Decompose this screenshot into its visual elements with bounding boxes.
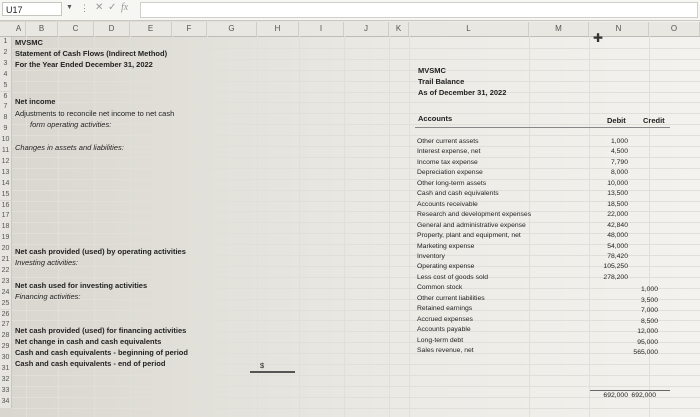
tb-account-name: Retained earnings	[417, 305, 473, 313]
row-header[interactable]: 34	[0, 397, 12, 408]
row-header[interactable]: 16	[0, 201, 12, 212]
more-icon: ⋮	[80, 3, 90, 13]
grid-row-line	[12, 320, 700, 321]
column-header-h[interactable]: H	[257, 22, 299, 36]
row-header[interactable]: 18	[0, 222, 12, 233]
statement-period: For the Year Ended December 31, 2022	[15, 60, 153, 69]
grid-row-line	[12, 102, 700, 103]
grid-column-line	[389, 36, 390, 417]
tb-account-name: Other long-term assets	[417, 179, 487, 187]
column-header-m[interactable]: M	[529, 22, 589, 36]
tb-credit-value: 95,000	[637, 338, 658, 346]
row-header[interactable]: 15	[0, 190, 12, 201]
net-financing-label: Net cash provided (used) for financing activities	[15, 326, 187, 335]
row-header[interactable]: 30	[0, 353, 12, 364]
tb-account-name: Common stock	[417, 284, 463, 292]
row-header[interactable]: 11	[0, 146, 12, 157]
tb-title: Trail Balance	[418, 77, 465, 86]
column-header-a[interactable]: A	[12, 22, 26, 36]
dollar-sign: $	[260, 361, 265, 370]
grid-column-line	[172, 36, 173, 417]
tb-account-name: Less cost of goods sold	[417, 273, 489, 281]
tb-total-credit: 692,000	[631, 392, 656, 399]
row-header[interactable]: 25	[0, 299, 12, 310]
row-header[interactable]: 27	[0, 320, 12, 331]
tb-debit-value: 7,790	[610, 158, 628, 166]
tb-account-name: Interest expense, net	[417, 148, 481, 156]
grid-column-line	[409, 36, 410, 417]
tb-credit-header: Credit	[643, 116, 665, 125]
tb-debit-value: 105,250	[603, 263, 628, 271]
tb-credit-value: 8,500	[640, 317, 658, 325]
row-header[interactable]: 13	[0, 168, 12, 179]
tb-accounts-header: Accounts	[418, 114, 453, 123]
grid-row-line	[12, 375, 700, 376]
grid-row-line	[12, 386, 700, 387]
name-box[interactable]: U17	[2, 2, 62, 16]
grid-column-line	[257, 36, 258, 417]
grid-column-line	[299, 36, 300, 417]
row-header[interactable]: 9	[0, 124, 12, 135]
row-header[interactable]: 26	[0, 310, 12, 321]
grid-row-line	[12, 408, 700, 409]
tb-account-name: Marketing expense	[417, 242, 475, 250]
row-header[interactable]: 22	[0, 266, 12, 277]
net-change-label: Net change in cash and cash equivalents	[15, 337, 162, 346]
tb-debit-value: 4,500	[610, 148, 628, 156]
row-header[interactable]: 2	[0, 48, 12, 59]
column-header-n[interactable]: N	[589, 22, 649, 36]
tb-debit-value: 10,000	[607, 179, 628, 187]
tb-date: As of December 31, 2022	[418, 88, 507, 97]
grid-row-line	[12, 70, 700, 71]
row-header[interactable]: 8	[0, 113, 12, 124]
row-header[interactable]: 7	[0, 102, 12, 113]
tb-account-name: Other current assets	[417, 138, 479, 145]
grid-column-line	[207, 36, 208, 417]
tb-credit-value: 12,000	[637, 328, 658, 336]
grid-row-line	[12, 135, 700, 136]
adjustments-label-2: form operating activities:	[30, 120, 112, 129]
tb-debit-value: 8,000	[610, 169, 628, 177]
check-icon[interactable]: ✓	[108, 2, 117, 13]
tb-credit-value: 7,000	[640, 307, 658, 315]
net-income-label: Net income	[15, 97, 56, 106]
row-header[interactable]: 17	[0, 211, 12, 222]
grid-row-line	[12, 92, 700, 93]
tb-account-name: Long-term debt	[417, 336, 464, 344]
grid-row-line	[12, 310, 700, 311]
row-header[interactable]: 23	[0, 277, 12, 288]
changes-label: Changes in assets and liabilities:	[15, 143, 124, 152]
row-header[interactable]: 10	[0, 135, 12, 146]
column-header-k[interactable]: K	[389, 22, 409, 36]
grid-row-line	[12, 299, 700, 300]
grid-column-line	[649, 36, 650, 417]
row-header[interactable]: 33	[0, 386, 12, 397]
beginning-cash-label: Cash and cash equivalents - beginning of period	[15, 348, 188, 357]
tb-header-rule	[415, 127, 670, 128]
column-header-e[interactable]: E	[130, 22, 172, 36]
double-underline	[250, 371, 295, 373]
tb-account-name: Accrued expenses	[417, 315, 473, 323]
tb-account-name: Property, plant and equipment, net	[417, 232, 521, 240]
function-icon[interactable]: fx	[121, 2, 129, 13]
row-header[interactable]: 20	[0, 244, 12, 255]
row-header[interactable]: 24	[0, 288, 12, 299]
tb-account-name: Operating expense	[417, 263, 475, 271]
mouse-cursor-icon: ✚	[593, 31, 604, 45]
row-header[interactable]: 21	[0, 255, 12, 266]
adjustments-label: Adjustments to reconcile net income to net cash	[15, 109, 175, 118]
tb-account-name: Sales revenue, net	[417, 347, 474, 354]
row-header[interactable]: 32	[0, 375, 12, 386]
tb-debit-value: 78,420	[607, 252, 628, 260]
column-header-l[interactable]: L	[409, 22, 529, 36]
tb-debit-value: 278,200	[603, 273, 628, 281]
column-header-d[interactable]: D	[94, 22, 130, 36]
grid-column-line	[344, 36, 345, 417]
tb-debit-value: 54,000	[607, 242, 628, 250]
tb-credit-value: 1,000	[640, 286, 658, 294]
column-header-j[interactable]: J	[344, 22, 389, 36]
row-header[interactable]: 12	[0, 157, 12, 168]
row-header[interactable]: 6	[0, 92, 12, 103]
tb-debit-value: 13,500	[607, 190, 628, 198]
row-header[interactable]: 31	[0, 364, 12, 375]
tb-debit-value: 1,000	[610, 138, 628, 145]
tb-account-name: Research and development expenses	[417, 211, 532, 219]
tb-debit-value: 42,840	[607, 221, 628, 229]
chevron-down-icon[interactable]: ▼	[66, 4, 73, 11]
net-operating-label: Net cash provided (used) by operating activities	[15, 247, 186, 256]
net-investing-label: Net cash used for investing activities	[15, 281, 148, 290]
investing-label: Investing activities:	[15, 258, 78, 267]
grid-column-line	[529, 36, 530, 417]
ending-cash-label: Cash and cash equivalents - end of period	[15, 359, 166, 368]
tb-account-name: Accounts receivable	[417, 200, 478, 208]
row-header[interactable]: 5	[0, 81, 12, 92]
statement-title: Statement of Cash Flows (Indirect Method)	[15, 49, 168, 58]
formula-bar	[0, 0, 700, 21]
tb-debit-header: Debit	[607, 116, 626, 125]
financing-label: Financing activities:	[15, 292, 81, 301]
tb-debit-value: 18,500	[607, 200, 628, 208]
column-header-o[interactable]: O	[649, 22, 700, 36]
tb-account-name: Accounts payable	[417, 326, 471, 334]
tb-company: MVSMC	[418, 66, 446, 75]
tb-credit-value: 3,500	[640, 296, 658, 304]
row-header[interactable]: 1	[0, 37, 12, 48]
row-header[interactable]: 14	[0, 179, 12, 190]
tb-account-name: Inventory	[417, 252, 445, 260]
row-header[interactable]: 28	[0, 331, 12, 342]
tb-account-name: General and administrative expense	[417, 221, 526, 229]
tb-account-name: Cash and cash equivalents	[417, 190, 499, 198]
row-header[interactable]: 19	[0, 233, 12, 244]
tb-debit-value: 22,000	[607, 211, 628, 219]
cancel-icon[interactable]: ✕	[95, 2, 104, 13]
column-header-i[interactable]: I	[299, 22, 344, 36]
column-header-c[interactable]: C	[58, 22, 94, 36]
row-header[interactable]: 4	[0, 70, 12, 81]
tb-credit-value: 565,000	[633, 349, 658, 356]
tb-account-name: Income tax expense	[417, 158, 478, 166]
column-header-b[interactable]: B	[26, 22, 58, 36]
tb-account-name: Other current liabilities	[417, 294, 485, 302]
statement-company: MVSMC	[15, 38, 43, 47]
grid-row-line	[12, 124, 700, 125]
formula-input[interactable]	[140, 2, 698, 18]
tb-account-name: Depreciation expense	[417, 169, 483, 177]
column-header-g[interactable]: G	[207, 22, 257, 36]
tb-total-debit: 692,000	[603, 392, 628, 399]
grid-row-line	[12, 81, 700, 82]
column-header-f[interactable]: F	[172, 22, 207, 36]
row-header[interactable]: 29	[0, 342, 12, 353]
tb-debit-value: 48,000	[607, 232, 628, 240]
row-header[interactable]: 3	[0, 59, 12, 70]
